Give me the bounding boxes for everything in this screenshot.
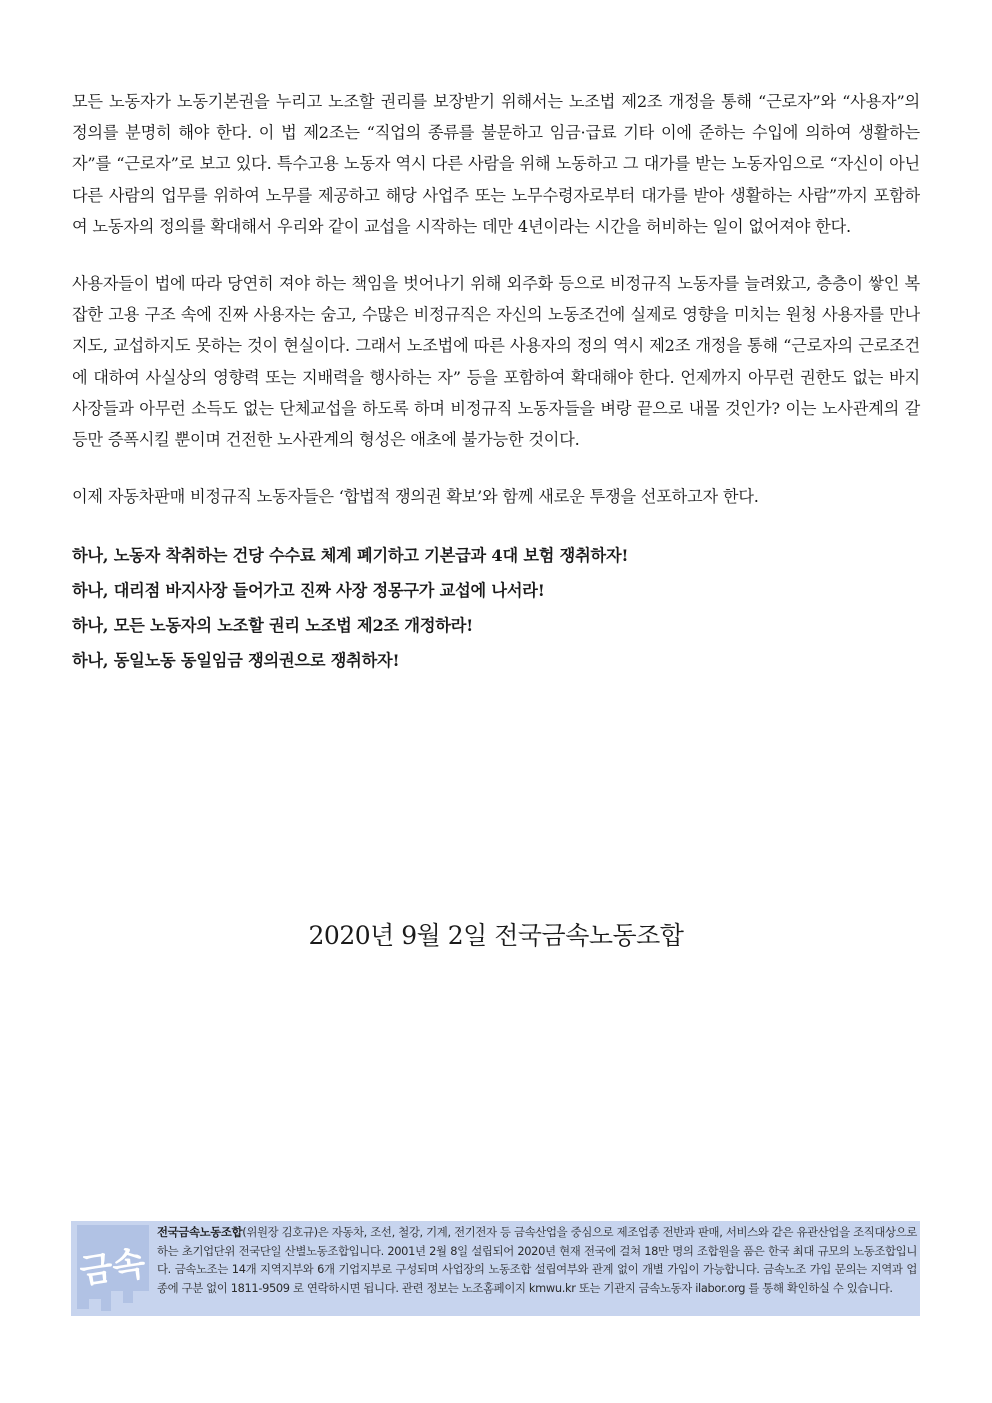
slogan-item: 하나, 모든 노동자의 노조할 권리 노조법 제2조 개정하라! xyxy=(72,616,474,636)
paragraph-employer-definition: 사용자들이 법에 따라 당연히 져야 하는 책임을 벗어나기 위해 외주화 등으로 비정규직 노동자를 늘려왔고, 층층이 쌓인 복잡한 고용 구조 속에 진짜 사용자는 숨고, 수많은 비정규직은 자신의 노동조건에 실제로 영향을 미치는 원청 사용자를 만나지도, 교섭하지도 못하는 것이 현실이다. 그래서 노조법에 따른 사용자의 정의 역시 제2조 개정을 통해 “근로자의 근로조건에 대하여 사실상의 영향력 또는 지배력을 행사하는 자” 등을 포함하여 확대해야 한다. 언제까지 아무런 권한도 없는 바지사장들과 아무런 소득도 없는 단체교섭을 하도록 하며 비정규직 노동자들을 벼랑 끝으로 내몰 것인가? 이는 노사관계의 갈등만 증폭시킬 뿐이며 건전한 노사관계의 형성은 애초에 불가능한 것이다. xyxy=(72,274,920,450)
paragraph-declaration: 이제 자동차판매 비정규직 노동자들은 ‘합법적 쟁의권 확보’와 함께 새로운 투쟁을 선포하고자 한다. xyxy=(72,487,759,507)
slogan-item: 하나, 노동자 착취하는 건당 수수료 체계 폐기하고 기본급과 4대 보험 쟁취하자! xyxy=(72,546,629,566)
slogan-item: 하나, 대리점 바지사장 들어가고 진짜 사장 정몽구가 교섭에 나서라! xyxy=(72,581,545,601)
signature-date-org: 2020년 9월 2일 전국금속노동조합 xyxy=(308,921,684,950)
slogan-list xyxy=(72,538,920,678)
footer-description xyxy=(157,1223,917,1297)
footer-org-name: 전국금속노동조합 xyxy=(157,1225,243,1239)
paragraph-article2-definitions: 모든 노동자가 노동기본권을 누리고 노조할 권리를 보장받기 위해서는 노조법 제2조 개정을 통해 “근로자”와 “사용자”의 정의를 분명히 해야 한다. 이 법 제2조는 “직업의 종류를 불문하고 임금·급료 기타 이에 준하는 수입에 의하여 생활하는 자”를 “근로자”로 보고 있다. 특수고용 노동자 역시 다른 사람을 위해 노동하고 그 대가를 받는 노동자임으로 “자신이 아닌 다른 사람의 업무를 위하여 노무를 제공하고 해당 사업주 또는 노무수령자로부터 대가를 받아 생활하는 사람”까지 포함하여 노동자의 정의를 확대해서 우리와 같이 교섭을 시작하는 데만 4년이라는 시간을 허비하는 일이 없어져야 한다. xyxy=(72,92,920,236)
logo-text: 금속 xyxy=(77,1243,148,1293)
slogan-item: 하나, 동일노동 동일임금 쟁의권으로 쟁취하자! xyxy=(72,651,400,671)
document-body xyxy=(72,86,920,678)
footer-description-text: (위원장 김호규)은 자동차, 조선, 철강, 기계, 전기전자 등 금속산업을 중심으로 제조업종 전반과 판매, 서비스와 같은 유관산업을 조직대상으로 하는 초기업단위 전국단일 산별노동조합입니다. 2001년 2월 8일 설립되어 2020년 현재 전국에 걸쳐 18만 명의 조합원을 품은 한국 최대 규모의 노동조합입니다. 금속노조는 14개 지역지부와 6개 기업지부로 구성되며 사업장의 노동조합 설립여부와 관계 없이 개별 가입이 가능합니다. 금속노조 가입 문의는 지역과 업종에 구분 없이 1811-9509 로 연락하시면 됩니다. 관련 정보는 노조홈페이지 kmwu.kr 또는 기관지 금속노동자 ilabor.org 를 통해 확인하실 수 있습니다. xyxy=(157,1225,917,1295)
kmwu-logo-icon xyxy=(71,1221,153,1316)
footer-org-info xyxy=(71,1221,920,1316)
